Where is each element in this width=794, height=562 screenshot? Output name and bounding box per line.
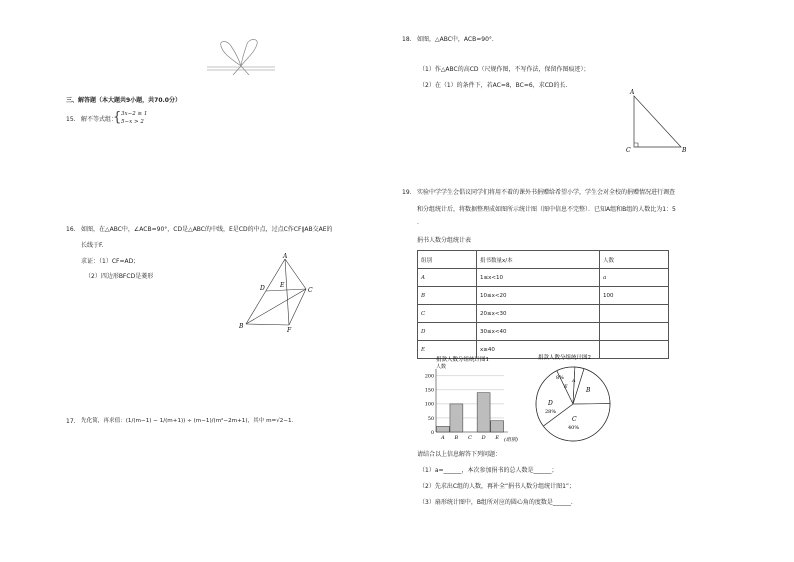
table-cell: 100 xyxy=(600,287,669,305)
ribbon-bow-logo xyxy=(205,36,277,76)
bar-chart-title: 捐款人数分组统计图1 xyxy=(436,357,489,363)
section-heading: 三、解答题（本大题共9小题，共70.0分） xyxy=(66,97,181,104)
table-cell: x≥40 xyxy=(477,341,600,359)
bar-chart-ylabel: 人数 xyxy=(436,364,447,370)
q18-triangle xyxy=(624,86,694,156)
q19-intro: 请结合以上信息解答下列问题： xyxy=(417,451,502,458)
pie-label-pct-d: 28% xyxy=(545,409,557,415)
bar-b xyxy=(450,404,463,432)
bar-e xyxy=(491,421,504,432)
bar-y-tick: 100 xyxy=(424,402,434,408)
q16-line1: 如图，在△ABC中，∠ACB=90°，CD是△ABC的中线，E是CD的中点，过点C作CF∥AB交AE的 xyxy=(81,226,333,233)
q18-number: 18. xyxy=(402,36,412,43)
table-cell: 20≤x<30 xyxy=(477,305,600,323)
q19-subq3: （3）扇形统计图中，B组所对应的圆心角的度数是______. xyxy=(419,499,573,506)
table-title: 捐书人数分组统计表 xyxy=(417,237,472,244)
q19-line1: 实验中学学生会倡议同学们将用不着的课外书捐赠给希望小学，学生会对全校的捐赠情况进行调查 xyxy=(417,189,676,196)
table-cell: B xyxy=(418,287,477,305)
fig18-label-b: B xyxy=(682,147,687,154)
bar-x-tick: B xyxy=(454,435,459,441)
q15-text: 解不等式组： xyxy=(81,116,118,123)
bar-chart xyxy=(414,355,526,447)
fig16-label-f: F xyxy=(287,327,292,333)
bar-y-tick: 50 xyxy=(427,416,434,422)
table-cell xyxy=(600,323,669,341)
q18-part2: （2）在（1）的条件下，若AC=8，BC=6，求CD的长. xyxy=(419,82,568,89)
bar-chart-xlabel: (组别) xyxy=(504,437,518,443)
bar-x-tick: D xyxy=(481,435,486,441)
q16-part2: （2）四边形BFCD是菱形 xyxy=(85,273,154,280)
q16-prove: 求证：（1）CF=AD； xyxy=(81,258,140,265)
q19-line2: 和分组统计后，将数据整理成如图所示统计图（图中信息不完整）．已知A组和B组的人数比为1：5 xyxy=(417,206,676,213)
bar-y-tick: 150 xyxy=(424,388,434,394)
pie-label-pct-c: 40% xyxy=(568,425,580,431)
q19-number: 19. xyxy=(402,189,412,196)
fig18-label-a: A xyxy=(630,89,635,96)
pie-label-a: A xyxy=(572,378,576,384)
q19-subq2: （2）先求出C组的人数，再补全“捐书人数分组统计图1”； xyxy=(419,483,576,490)
q18-line1: 如图，△ABC中，ACB=90°. xyxy=(417,36,494,43)
q16-number: 16. xyxy=(66,226,76,233)
bar-y-tick: 0 xyxy=(430,430,434,436)
inequality-brace: { xyxy=(113,110,122,125)
inequality-1: 3x−2 ≥ 1 xyxy=(121,111,148,117)
q16-line2: 长线于F. xyxy=(81,242,104,249)
table-cell: A xyxy=(418,269,477,287)
fig16-label-d: D xyxy=(260,285,265,292)
pie-label-b: B xyxy=(586,387,591,394)
fig16-label-e: E xyxy=(280,282,285,289)
pie-label-c: C xyxy=(572,416,577,423)
pie-chart-title: 捐款人数分组统计图2 xyxy=(538,355,591,361)
bar-d xyxy=(477,393,490,432)
q19-subq1: （1）a=______，本次参加捐书的总人数是______； xyxy=(419,467,558,474)
bar-a xyxy=(436,426,449,432)
table-cell: E xyxy=(418,341,477,359)
table-header-row xyxy=(418,251,669,269)
table-cell: D xyxy=(418,323,477,341)
q18-part1: （1）作△ABC的高CD（尺规作图，不写作法，保留作图痕迹）； xyxy=(419,66,590,73)
q17-number: 17. xyxy=(66,418,76,425)
bar-x-tick: C xyxy=(468,435,472,441)
table-header-cell: 人数 xyxy=(600,251,669,269)
bar-y-tick: 200 xyxy=(424,374,434,380)
table-cell: a xyxy=(600,269,669,287)
fig18-label-c: C xyxy=(626,147,631,154)
table-header-cell: 组别 xyxy=(418,251,477,269)
pie-label-e: E xyxy=(564,384,568,390)
table-row xyxy=(418,269,669,287)
q17-text: 先化简，再求值：(1/(m−1) − 1/(m+1)) ÷ (m−1)/(m²−2m+1)，其中 m=√2−1. xyxy=(81,418,294,424)
table-row xyxy=(418,287,669,305)
q19-line3: . xyxy=(417,219,419,226)
table-cell: 10≤x<20 xyxy=(477,287,600,305)
q16-figure xyxy=(236,251,320,333)
table-cell xyxy=(600,305,669,323)
fig16-label-a: A xyxy=(283,253,288,260)
table-row xyxy=(418,305,669,323)
fig16-label-c: C xyxy=(308,287,313,294)
fig16-label-b: B xyxy=(239,323,244,330)
donation-table xyxy=(417,250,669,359)
pie-label-d: D xyxy=(548,400,553,407)
inequality-2: 5−x > 2 xyxy=(121,119,144,125)
bar-x-tick: E xyxy=(495,435,500,441)
table-header-cell: 捐书数量x/本 xyxy=(477,251,600,269)
pie-label-pct-e: 8% xyxy=(556,375,564,381)
table-row xyxy=(418,323,669,341)
q15-number: 15. xyxy=(66,116,76,123)
bar-x-tick: A xyxy=(440,435,445,441)
table-cell: C xyxy=(418,305,477,323)
table-cell: 1≤x<10 xyxy=(477,269,600,287)
pie-chart xyxy=(530,352,616,448)
table-cell: 30≤x<40 xyxy=(477,323,600,341)
